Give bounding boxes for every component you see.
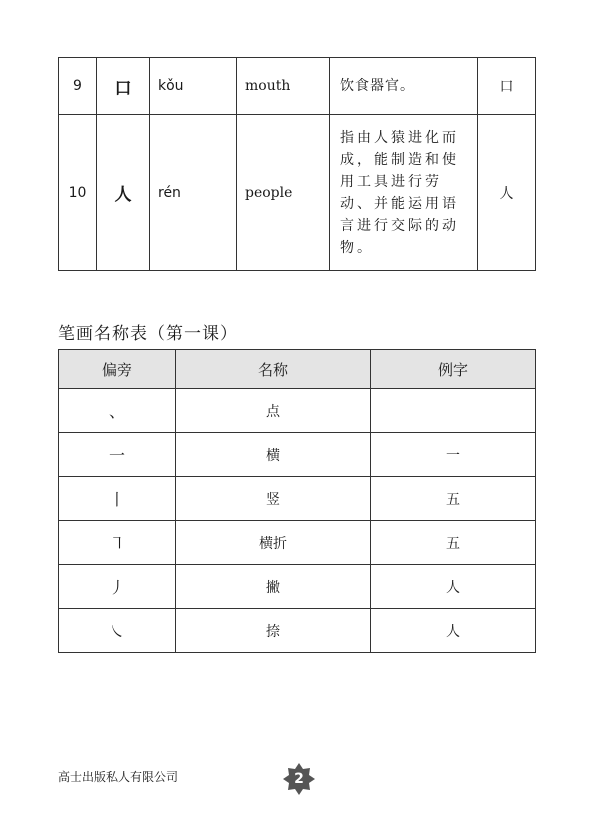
stroke-radical: 、	[59, 389, 176, 433]
stroke-name: 捺	[176, 609, 371, 653]
vocab-definition: 饮食器官。	[330, 58, 478, 115]
table-row	[59, 58, 536, 115]
stroke-name: 横折	[176, 521, 371, 565]
stroke-example: 人	[371, 565, 536, 609]
page-number-badge	[282, 762, 316, 796]
vocab-english: mouth	[237, 58, 330, 115]
stroke-name: 点	[176, 389, 371, 433]
stroke-name: 横	[176, 433, 371, 477]
stroke-radical: ㇏	[59, 609, 176, 653]
table-row	[59, 477, 536, 521]
stroke-names-table	[58, 349, 536, 653]
stroke-example: 人	[371, 609, 536, 653]
section-title: 笔画名称表（第一课）	[58, 324, 238, 344]
header-radical: 偏旁	[59, 350, 176, 389]
table-row	[59, 609, 536, 653]
publisher-name: 高士出版私人有限公司	[58, 770, 179, 784]
vocab-example: 人	[478, 115, 536, 271]
vocab-example: 口	[478, 58, 536, 115]
table-row	[59, 115, 536, 271]
table-row	[59, 433, 536, 477]
row-number: 10	[59, 115, 97, 271]
header-example: 例字	[371, 350, 536, 389]
stroke-radical: 丨	[59, 477, 176, 521]
table-row	[59, 521, 536, 565]
stroke-example: 五	[371, 477, 536, 521]
stroke-example	[371, 389, 536, 433]
page-number: 2	[294, 771, 304, 787]
stroke-radical: 丿	[59, 565, 176, 609]
vocab-character: 口	[97, 58, 150, 115]
vocab-pinyin: rén	[150, 115, 237, 271]
stroke-radical: ㇕	[59, 521, 176, 565]
table-row	[59, 389, 536, 433]
vocab-definition: 指由人猿进化而成，能制造和使用工具进行劳动、并能运用语言进行交际的动物。	[330, 115, 478, 271]
row-number: 9	[59, 58, 97, 115]
vocab-english: people	[237, 115, 330, 271]
stroke-example: 五	[371, 521, 536, 565]
table-header-row	[59, 350, 536, 389]
stroke-radical: 一	[59, 433, 176, 477]
stroke-name: 竖	[176, 477, 371, 521]
vocab-pinyin: kǒu	[150, 58, 237, 115]
vocabulary-table	[58, 57, 536, 271]
vocab-character: 人	[97, 115, 150, 271]
table-row	[59, 565, 536, 609]
header-name: 名称	[176, 350, 371, 389]
stroke-name: 撇	[176, 565, 371, 609]
stroke-example: 一	[371, 433, 536, 477]
